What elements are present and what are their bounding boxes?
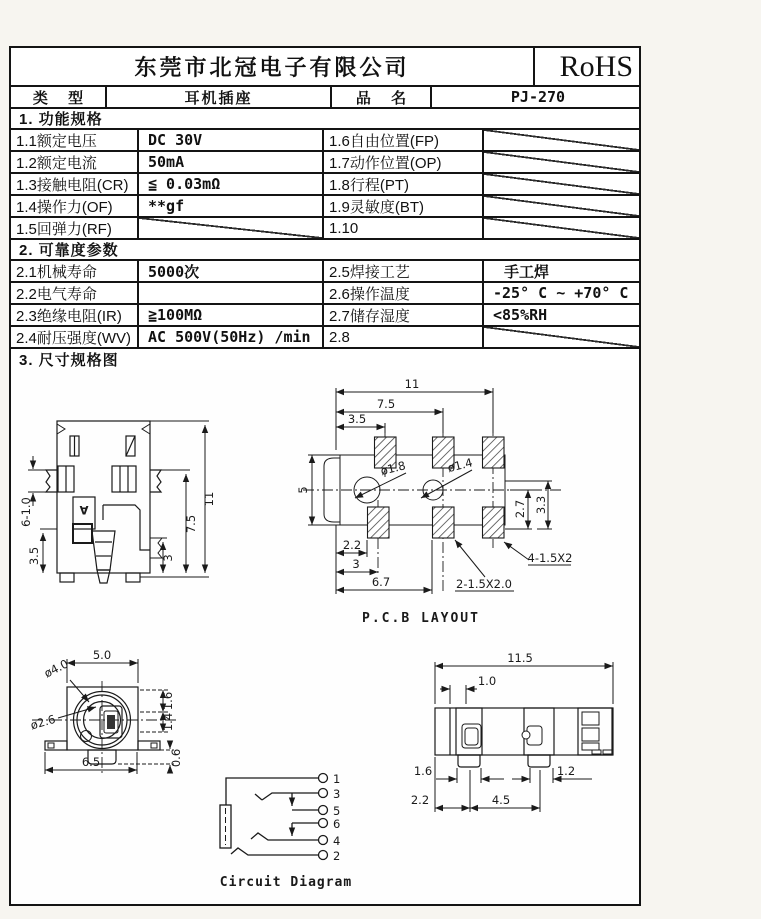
spec-label: 2.3绝缘电阻(IR) xyxy=(11,305,139,325)
rohs-mark: RoHS xyxy=(559,49,633,83)
side-view-drawing xyxy=(405,645,650,820)
spec-label: 2.7储存湿度 xyxy=(324,305,484,325)
dim-1-4: 1.4 xyxy=(161,712,175,732)
spec-label: 1.10 xyxy=(324,218,484,238)
spec-row xyxy=(11,327,639,349)
dim-2-2: 2.2 xyxy=(342,538,362,552)
spec-label: 1.1额定电压 xyxy=(11,130,139,150)
pin-1: 1 xyxy=(333,772,341,786)
header-row xyxy=(11,48,639,87)
dim-7-5: 7.5 xyxy=(376,397,396,411)
spec-value-empty xyxy=(484,218,639,238)
spec-row xyxy=(11,305,639,327)
dim-7-5: 7.5 xyxy=(184,514,198,534)
dim-5-0: 5.0 xyxy=(92,648,112,662)
dim-2-2: 2.2 xyxy=(410,793,430,807)
spec-value-empty xyxy=(484,174,639,194)
spec-label: 1.7动作位置(OP) xyxy=(324,152,484,172)
spec-label: 2.4耐压强度(WV) xyxy=(11,327,139,347)
section3-header xyxy=(11,349,639,370)
spec-label: 2.8 xyxy=(324,327,484,347)
dim-1-6: 1.6 xyxy=(161,691,175,711)
name-label: 品 名 xyxy=(332,87,432,107)
dim-6-7: 6.7 xyxy=(371,575,391,589)
dim-2-7: 2.7 xyxy=(513,499,527,519)
dim-1-2: 1.2 xyxy=(556,764,576,778)
dia-2-6: ø2.6 xyxy=(28,711,58,733)
spec-label: 1.8行程(PT) xyxy=(324,174,484,194)
pin-5: 5 xyxy=(333,804,341,818)
spec-value: DC 30V xyxy=(139,130,324,150)
pcb-layout-title: P.C.B LAYOUT xyxy=(362,611,480,626)
pin-3: 3 xyxy=(333,787,341,801)
spec-value-empty xyxy=(484,196,639,216)
front-view-drawing xyxy=(25,645,220,790)
dim-3-5: 3.5 xyxy=(27,546,41,566)
spec-row xyxy=(11,152,639,174)
spec-row xyxy=(11,130,639,152)
pads-note-4: 4-1.5X2 xyxy=(527,551,573,565)
spec-value-empty xyxy=(139,218,324,238)
spec-label: 1.2额定电流 xyxy=(11,152,139,172)
info-row xyxy=(11,87,639,109)
type-label: 类 型 xyxy=(11,87,107,107)
dim-11-5: 11.5 xyxy=(507,651,533,665)
spec-value-empty xyxy=(484,130,639,150)
spec-value: 5000次 xyxy=(139,261,324,281)
company-name: 东莞市北冠电子有限公司 xyxy=(11,48,535,85)
dim-3: 3 xyxy=(161,554,175,562)
dim-3-3: 3.3 xyxy=(534,495,548,515)
pin-2: 2 xyxy=(333,849,341,863)
spec-row xyxy=(11,261,639,283)
dim-3: 3 xyxy=(352,557,360,571)
spec-row xyxy=(11,218,639,240)
pin-4: 4 xyxy=(333,834,341,848)
circuit-diagram xyxy=(210,762,365,895)
spec-label: 2.6操作温度 xyxy=(324,283,484,303)
spec-row xyxy=(11,283,639,305)
spec-label: 2.5焊接工艺 xyxy=(324,261,484,281)
spec-value: ≦ 0.03mΩ xyxy=(139,174,324,194)
spec-label: 1.3接触电阻(CR) xyxy=(11,174,139,194)
pads-note-2: 2-1.5X2.0 xyxy=(456,577,512,591)
pcb-layout-drawing xyxy=(295,370,575,630)
dim-11: 11 xyxy=(202,491,216,507)
spec-value: 50mA xyxy=(139,152,324,172)
section3-title: 3. 尺寸规格图 xyxy=(19,352,119,369)
spec-value: AC 500V(50Hz) /min xyxy=(139,327,324,347)
spec-value-empty xyxy=(484,152,639,172)
spec-value: <85%RH xyxy=(493,306,548,324)
section1-header xyxy=(11,109,639,130)
pin-6: 6 xyxy=(333,817,341,831)
spec-value: 手工焊 xyxy=(504,263,550,281)
spec-label: 1.4操作力(OF) xyxy=(11,196,139,216)
dim-5: 5 xyxy=(296,486,310,494)
spec-row xyxy=(11,196,639,218)
section2-header xyxy=(11,240,639,261)
spec-label: 2.2电气寿命 xyxy=(11,283,139,303)
dim-4-5: 4.5 xyxy=(491,793,511,807)
type-value: 耳机插座 xyxy=(107,87,332,107)
dim-6-5: 6.5 xyxy=(81,755,101,769)
part-number: PJ-270 xyxy=(510,88,566,106)
dim-0-6: 0.6 xyxy=(169,748,183,768)
solder-pads xyxy=(368,437,505,538)
dia-4-0: ø4.0 xyxy=(41,656,71,681)
top-view-drawing xyxy=(20,395,235,630)
dim-1-6: 1.6 xyxy=(413,764,433,778)
spec-value-empty xyxy=(139,283,324,303)
spec-row xyxy=(11,174,639,196)
spec-value: **gf xyxy=(139,196,324,216)
spec-label: 1.6自由位置(FP) xyxy=(324,130,484,150)
spec-label: 1.5回弹力(RF) xyxy=(11,218,139,238)
marking-a: A xyxy=(79,503,89,517)
dim-1-0: 1.0 xyxy=(477,674,497,688)
dim-6-1-0: 6-1.0 xyxy=(19,497,33,527)
spec-value-empty xyxy=(484,327,639,347)
section1-title: 1. 功能规格 xyxy=(19,111,103,128)
section2-title: 2. 可靠度参数 xyxy=(19,242,119,259)
circuit-diagram-title: Circuit Diagram xyxy=(219,875,353,890)
dim-11: 11 xyxy=(404,377,420,391)
dim-3-5: 3.5 xyxy=(347,412,367,426)
spec-label: 1.9灵敏度(BT) xyxy=(324,196,484,216)
spec-value: ≧100MΩ xyxy=(139,305,324,325)
hole-label-1-8: ø1.8 xyxy=(379,458,408,478)
spec-value: -25° C ~ +70° C xyxy=(493,284,629,302)
hole-label-1-4: ø1.4 xyxy=(446,455,475,475)
spec-label: 2.1机械寿命 xyxy=(11,261,139,281)
